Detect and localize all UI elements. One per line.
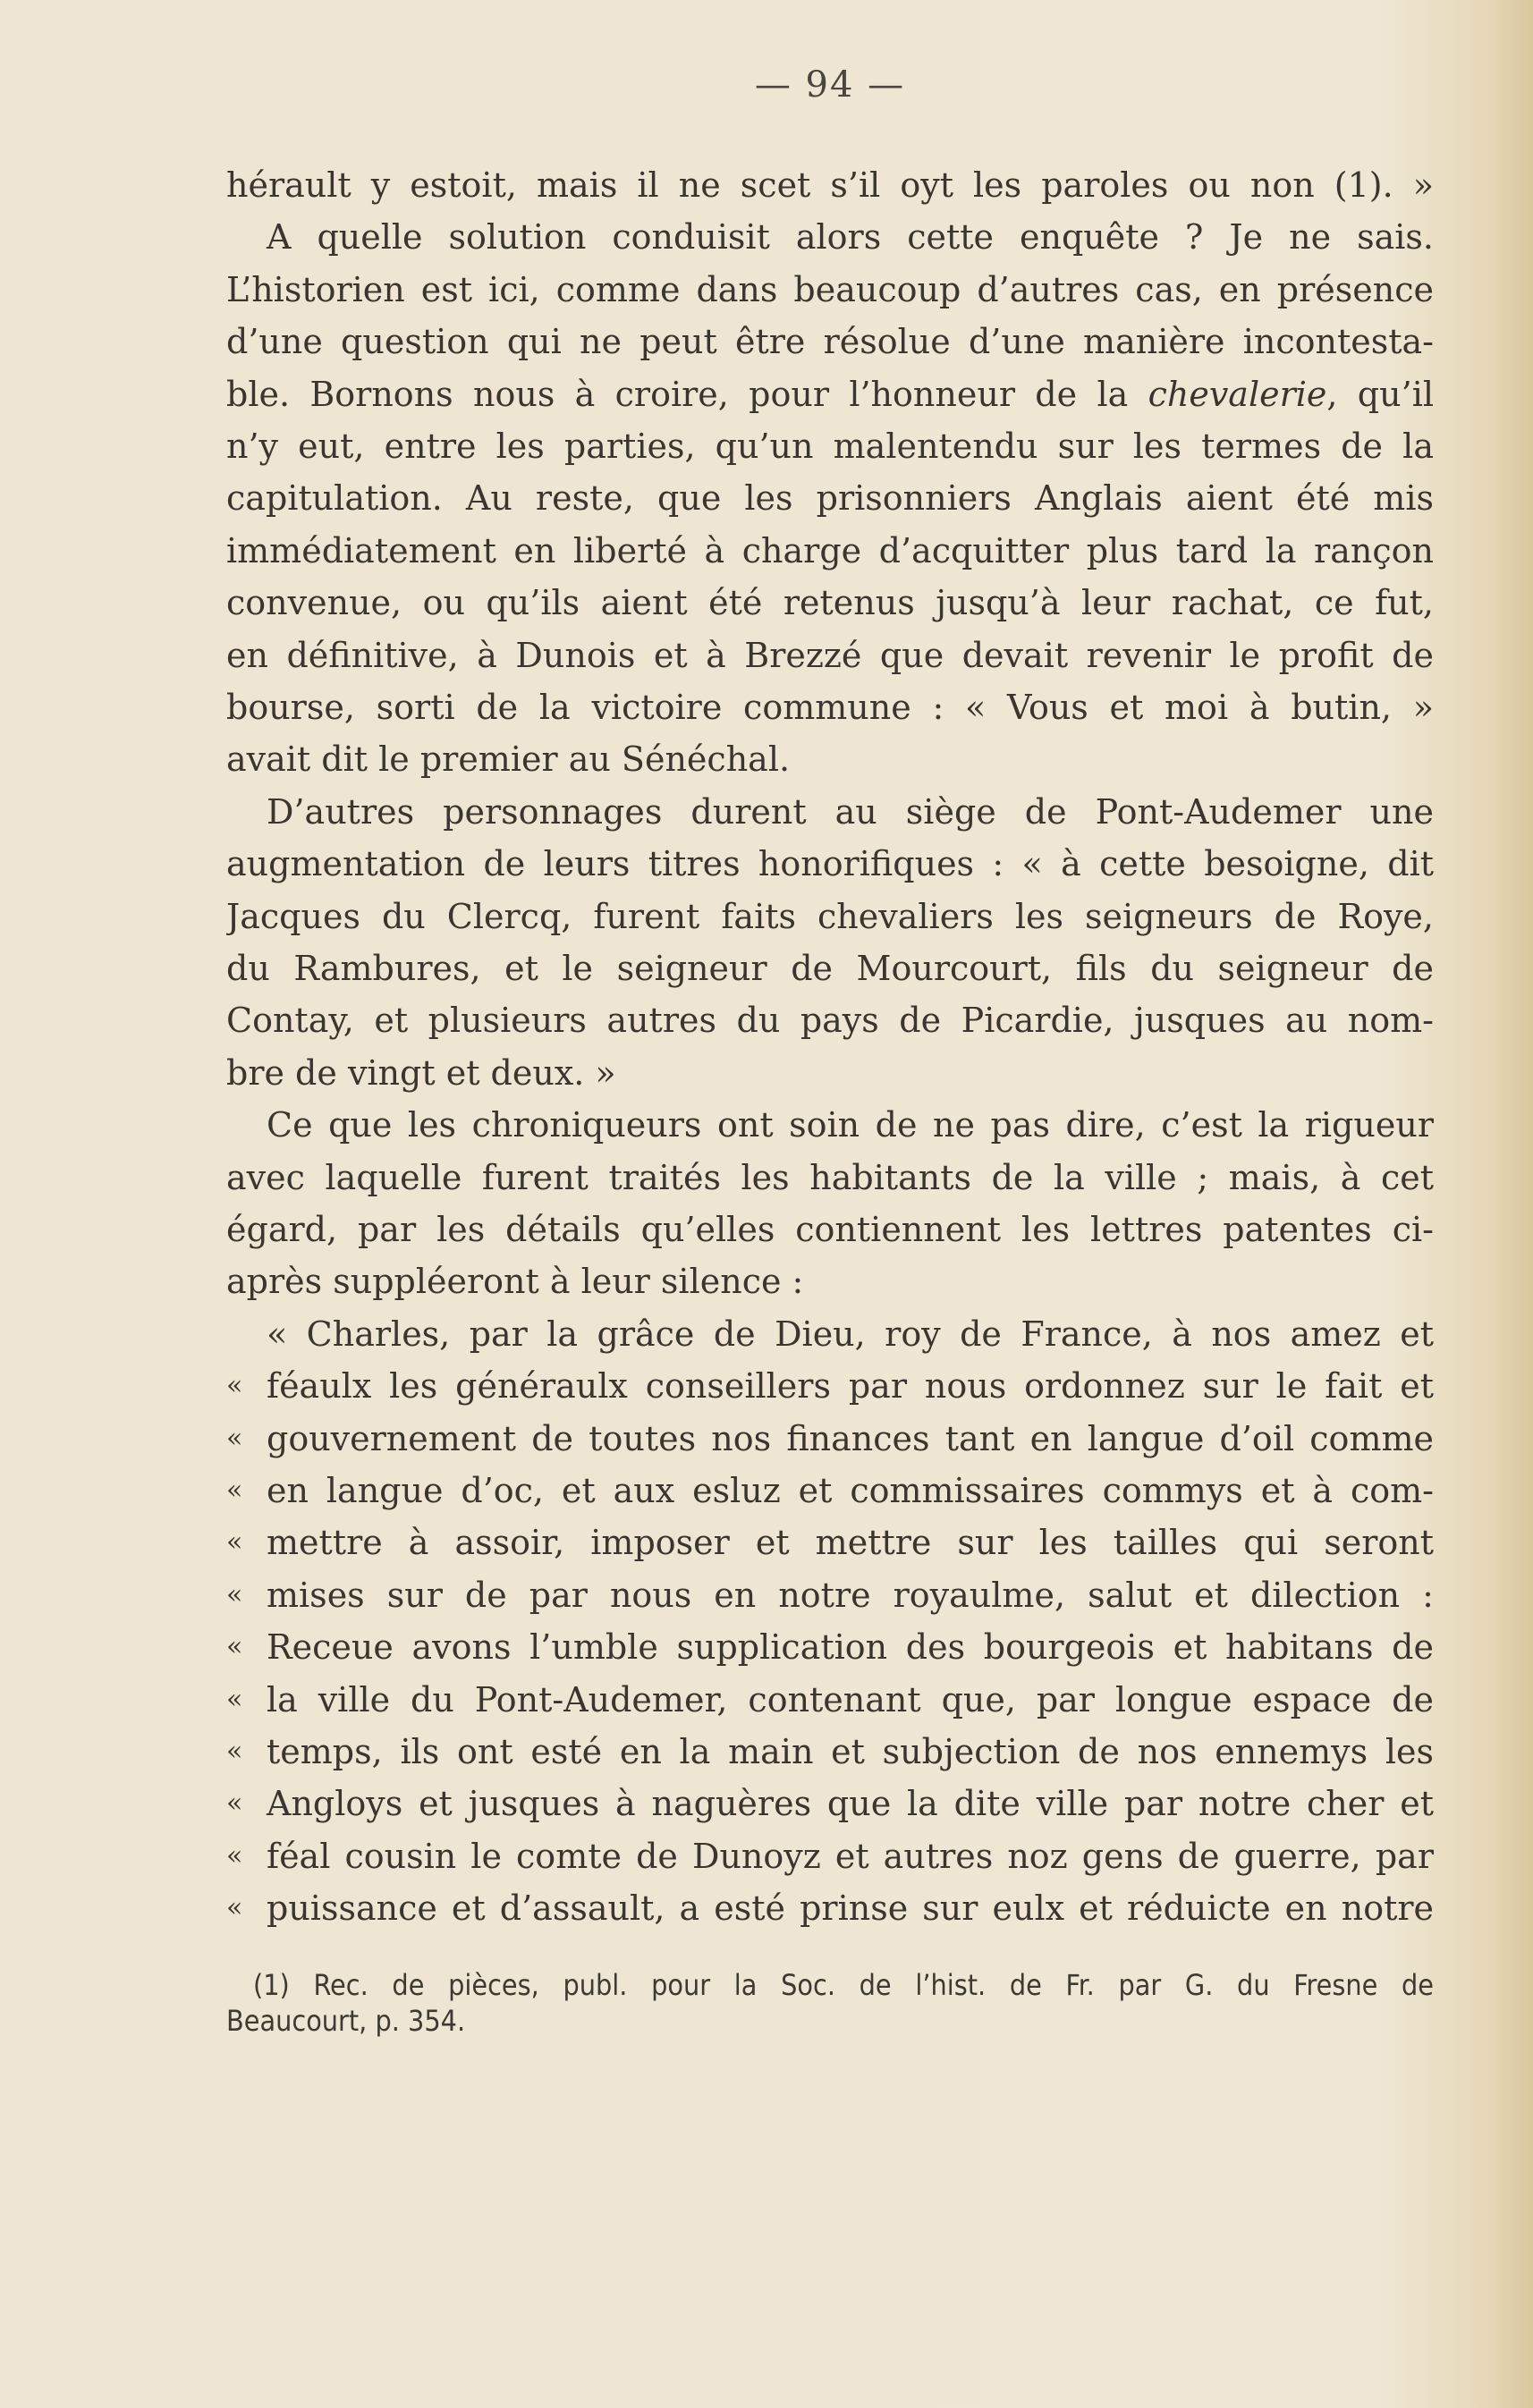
text-line: capitulation. Au reste, que les prisonniers Anglais aient été mis [226,478,1434,519]
quote-mark: « [226,1422,243,1454]
text-line: D’autres personnages durent au siège de Pont-Audemer une [267,791,1434,832]
quote-mark: « [226,1370,243,1402]
quote-mark: « [226,1736,243,1767]
text-line: ble. Bornons nous à croire, pour l’honneur de la chevalerie, qu’il [226,374,1434,414]
quote-line: féaulx les généraulx conseillers par nous ordonnez sur le fait et [267,1366,1434,1407]
text-line: A quelle solution conduisit alors cette enquête ? Je ne sais. [267,217,1434,258]
text-line: bourse, sorti de la victoire commune : « Vous et moi à butin, » [226,688,1434,727]
text-line: d’une question qui ne peut être résolue d’une manière incontesta- [226,322,1434,362]
text-line: avait dit le premier au Sénéchal. [226,739,791,780]
text-line: bre de vingt et deux. » [226,1052,616,1093]
quote-mark: « [226,1578,243,1610]
text-line: avec laquelle furent traités les habitants de la ville ; mais, à cet [226,1157,1434,1197]
text-line: Ce que les chroniqueurs ont soin de ne pas dire, c’est la rigueur [267,1105,1434,1145]
text-line: Jacques du Clercq, furent faits chevaliers les seigneurs de Roye, [226,896,1434,936]
text-line: L’historien est ici, comme dans beaucoup d’autres cas, en présence [226,269,1434,309]
quote-line: Receue avons l’umble supplication des bourgeois et habitans de [267,1627,1434,1668]
footnote-line: (1) Rec. de pièces, publ. pour la Soc. de l’hist. de Fr. par G. du Fresne de [253,1968,1434,2002]
text-line: augmentation de leurs titres honorifiques : « à cette besoigne, dit [226,844,1434,884]
text-line: n’y eut, entre les parties, qu’un malentendu sur les termes de la [226,427,1434,466]
page-number: — 94 — [754,64,906,106]
text-line: après suppléeront à leur silence : [226,1262,804,1302]
quote-line: mettre à assoir, imposer et mettre sur les tailles qui seront [267,1523,1434,1563]
quote-mark: « [226,1683,243,1715]
text-line: égard, par les détails qu’elles contiennent les lettres patentes ci- [226,1210,1434,1249]
quote-mark: « [226,1839,243,1871]
quote-line: féal cousin le comte de Dunoyz et autres noz gens de guerre, par [267,1836,1434,1876]
text-line: en définitive, à Dunois et à Brezzé que devait revenir le profit de [226,635,1434,675]
quote-line: « Charles, par la grâce de Dieu, roy de France, à nos amez et [267,1314,1434,1354]
quote-mark: « [226,1474,243,1506]
quote-line: Angloys et jusques à naguères que la dite ville par notre cher et [267,1784,1434,1824]
quote-line: temps, ils ont esté en la main et subjection de nos ennemys les [267,1732,1434,1771]
text-line: immédiatement en liberté à charge d’acquitter plus tard la rançon [226,530,1434,570]
quote-mark: « [226,1787,243,1820]
quote-mark: « [226,1892,243,1924]
quote-mark: « [226,1631,243,1663]
quote-mark: « [226,1526,243,1559]
footnote-line: Beaucourt, p. 354. [226,2004,466,2038]
quote-line: en langue d’oc, et aux esluz et commissaires commys et à com- [267,1471,1434,1510]
quote-line: mises sur de par nous en notre royaulme, salut et dilection : [267,1575,1434,1615]
text-line: hérault y estoit, mais il ne scet s’il oyt les paroles ou non (1). » [226,165,1434,205]
quote-line: puissance et d’assault, a esté prinse sur eulx et réduicte en notre [267,1888,1434,1929]
quote-line: gouvernement de toutes nos finances tant en langue d’oil comme [267,1418,1434,1458]
quote-line: la ville du Pont-Audemer, contenant que, par longue espace de [267,1679,1434,1719]
text-line: du Rambures, et le seigneur de Mourcourt, fils du seigneur de [226,949,1434,988]
text-line: Contay, et plusieurs autres du pays de Picardie, jusques au nom- [226,1001,1434,1041]
text-line: convenue, ou qu’ils aient été retenus jusqu’à leur rachat, ce fut, [226,583,1434,623]
